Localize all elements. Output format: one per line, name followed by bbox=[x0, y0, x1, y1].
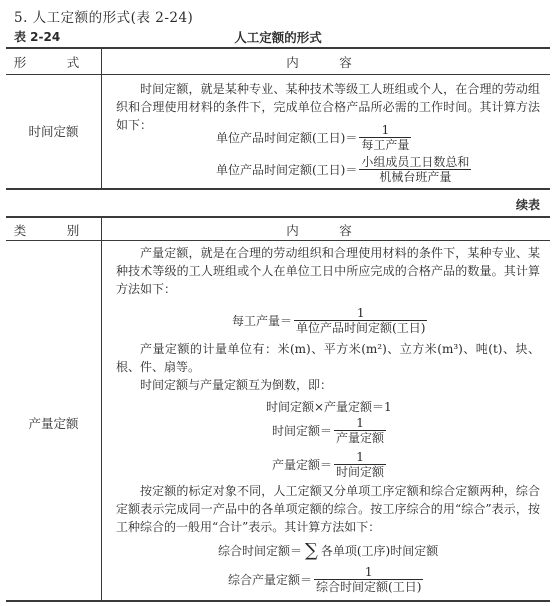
continued-label: 续表 bbox=[515, 198, 540, 212]
formula-lhs: 每工产量＝ bbox=[232, 314, 293, 328]
output-quota-formula-3 bbox=[272, 416, 386, 445]
output-quota-paragraph-3: 时间定额与产量定额互为倒数，即： bbox=[140, 378, 333, 392]
formula-lhs: 综合产量定额＝ bbox=[228, 573, 313, 587]
fraction-numerator: 1 bbox=[356, 416, 364, 430]
fraction-denominator: 每工产量 bbox=[361, 138, 410, 152]
table1-bottom-rule bbox=[6, 188, 550, 190]
formula-lhs: 综合时间定额＝ bbox=[218, 544, 303, 558]
fraction-numerator: 1 bbox=[364, 565, 373, 579]
time-quota-paragraph: 时间定额，就是某种专业、某种技术等级工人班组或个人，在合理的劳动组织和合理使用材料的条件下，完成单位合格产品所必需的工作时间。其计算方法如下： bbox=[116, 82, 540, 132]
header-content-2: 内 容 bbox=[286, 223, 366, 238]
table2-column-divider bbox=[101, 217, 102, 600]
fraction bbox=[334, 450, 386, 479]
fraction-numerator: 小组成员工日数总和 bbox=[361, 155, 470, 169]
header-content: 内 容 bbox=[286, 55, 366, 70]
header-form: 形 式 bbox=[13, 55, 94, 70]
output-quota-formula-2 bbox=[266, 398, 392, 415]
table1-header-rule bbox=[6, 74, 550, 75]
output-quota-paragraph-2: 产量定额的计量单位有：米(m)、平方米(m²)、立方米(m³)、吨(t)、块、根、件、扇等。 bbox=[116, 342, 540, 374]
fraction-numerator: 1 bbox=[356, 450, 364, 464]
table1-top-rule bbox=[6, 47, 550, 49]
table2-header-rule bbox=[6, 240, 550, 241]
fraction bbox=[359, 123, 411, 152]
table-title: 人工定额的形式 bbox=[234, 30, 322, 45]
fraction-denominator: 时间定额 bbox=[336, 465, 385, 479]
fraction bbox=[359, 155, 471, 184]
fraction-denominator: 机械台班产量 bbox=[379, 170, 452, 184]
fraction bbox=[334, 416, 386, 445]
output-quota-formula-5 bbox=[218, 539, 439, 561]
output-quota-formula-4 bbox=[272, 450, 386, 479]
formula-lhs: 时间定额＝ bbox=[272, 424, 333, 438]
fraction bbox=[294, 306, 427, 335]
time-quota-label: 时间定额 bbox=[28, 124, 79, 139]
time-quota-formula-2 bbox=[216, 155, 471, 184]
formula-lhs: 单位产品时间定额(工日)＝ bbox=[216, 163, 358, 177]
formula-rhs: 各单项(工序)时间定额 bbox=[320, 544, 439, 558]
table2-bottom-rule bbox=[6, 600, 550, 602]
time-quota-formula-1 bbox=[216, 123, 411, 152]
fraction-denominator: 单位产品时间定额(工日) bbox=[296, 321, 426, 335]
formula-text: 时间定额×产量定额＝1 bbox=[266, 400, 392, 414]
fraction-numerator: 1 bbox=[356, 306, 365, 320]
fraction bbox=[314, 565, 423, 594]
section-heading: 5. 人工定额的形式(表 2-24) bbox=[14, 10, 194, 26]
table-number: 表 2-24 bbox=[14, 30, 61, 44]
fraction-numerator: 1 bbox=[381, 123, 390, 137]
table2-top-rule bbox=[6, 216, 550, 218]
summation-symbol: ∑ bbox=[305, 539, 318, 561]
formula-lhs: 产量定额＝ bbox=[272, 458, 333, 472]
formula-lhs: 单位产品时间定额(工日)＝ bbox=[216, 131, 358, 145]
fraction-denominator: 产量定额 bbox=[336, 431, 385, 445]
output-quota-paragraph-4: 按定额的标定对象不同，人工定额又分单项工序定额和综合定额两种，综合定额表示完成同一产品中的各单项定额的综合。按工序综合的用“综合”表示，按工种综合的一般用“合计”表示。其计算方法如下： bbox=[116, 484, 540, 534]
fraction-denominator: 综合时间定额(工日) bbox=[316, 580, 422, 594]
output-quota-paragraph-1: 产量定额，就是在合理的劳动组织和合理使用材料的条件下，某种专业、某种技术等级的工人班组或个人在单位工日中所应完成的合格产品的数量。其计算方法如下： bbox=[116, 246, 540, 296]
output-quota-formula-6 bbox=[228, 565, 423, 594]
output-quota-label: 产量定额 bbox=[28, 416, 79, 431]
output-quota-formula-1 bbox=[232, 306, 427, 335]
header-category: 类 别 bbox=[13, 223, 94, 238]
